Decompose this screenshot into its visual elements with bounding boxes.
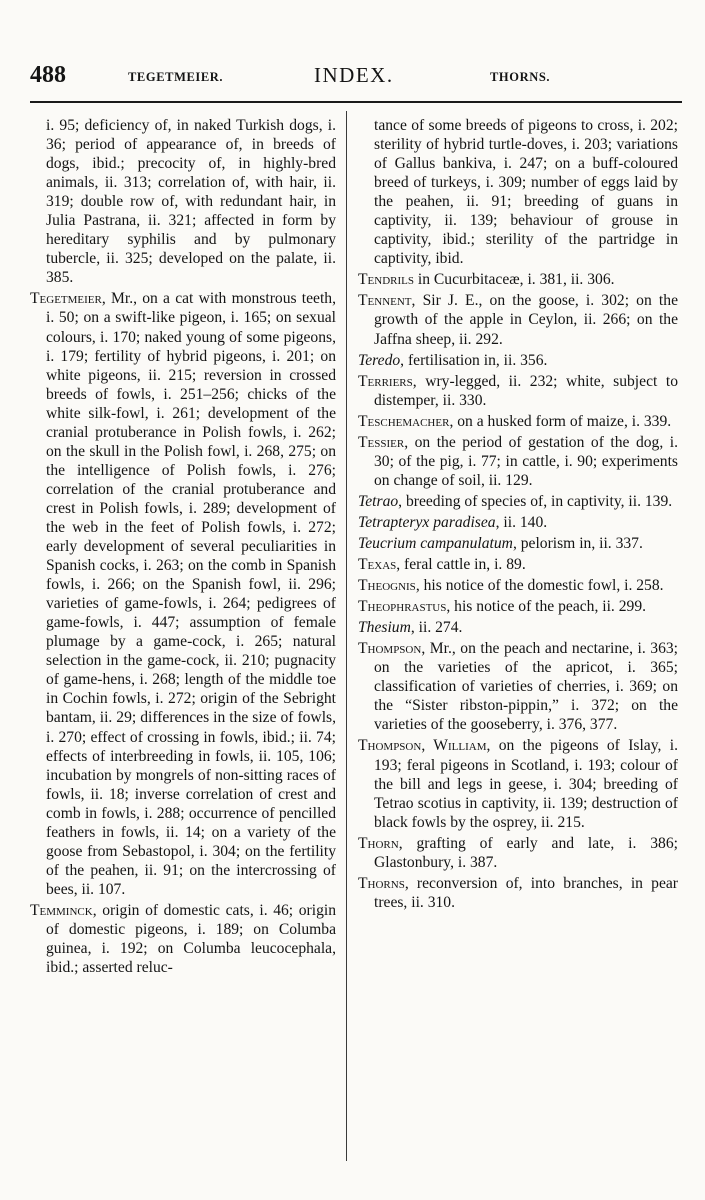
right-running-head: THORNS. [490, 70, 551, 84]
index-entry: i. 95; deficiency of, in naked Turkish dogs, i. 36; period of appearance of, in breeds of dogs, ibid.; precocity of, in highly-bred animals, ii. 313; correlation of, with hair, ii. 319; double row of, with redundant hair, in Julia Pastrana, ii. 321; affected in form by hereditary syphilis and by pulmonary tubercle, ii. 325; developed on the palate, ii. 385. [46, 117, 336, 287]
right-column [358, 116, 678, 914]
index-entry: tance of some breeds of pigeons to cross, i. 202; sterility of hybrid turtle-doves, i. 203; variations of Gallus bankiva, i. 247; on a buff-coloured breed of turkeys, i. 309; number of eggs laid by the peahen, ii. 91; breeding of guans in captivity, ii. 139; behaviour of grouse in captivity, ibid.; sterility of the partridge in captivity, ibid. [374, 117, 678, 268]
index-entry: Temminck, origin of domestic cats, i. 46; origin of domestic pigeons, i. 189; on Columba guinea, i. 192; on Columba leucocephala, ibid.; asserted reluc- [30, 901, 336, 977]
header-rule [30, 101, 682, 103]
index-entry: Theophrastus, his notice of the peach, ii. 299. [358, 598, 647, 616]
index-entry: Teschemacher, on a husked form of maize, i. 339. [358, 412, 672, 430]
page-number: 488 [30, 62, 66, 88]
index-entry: Tetrao, breeding of species of, in captivity, ii. 139. [358, 492, 673, 510]
index-entry: Tetrapteryx paradisea, ii. 140. [358, 513, 548, 531]
index-entry: Theognis, his notice of the domestic fowl, i. 258. [358, 577, 664, 595]
index-entry: Tendrils in Cucurbitaceæ, i. 381, ii. 306. [358, 271, 615, 289]
page-title: INDEX. [314, 63, 394, 87]
index-entry: Terriers, wry-legged, ii. 232; white, subject to distemper, ii. 330. [358, 372, 678, 409]
index-entry: Tennent, Sir J. E., on the goose, i. 302; on the growth of the apple in Ceylon, ii. 266; on the Jaffna sheep, ii. 292. [358, 292, 678, 348]
index-entry: Texas, feral cattle in, i. 89. [358, 556, 526, 574]
index-entry: Thesium, ii. 274. [358, 619, 463, 637]
index-entry: Teucrium campanulatum, pelorism in, ii. 337. [358, 534, 643, 552]
left-column [30, 116, 336, 979]
index-entry: Thompson, William, on the pigeons of Islay, i. 193; feral pigeons in Scotland, i. 193; colour of the bill and legs in geese, i. 304; breeding of Tetrao scotius in captivity, ii. 139; destruction of black fowls by the osprey, ii. 215. [358, 737, 678, 831]
index-entry: Teredo, fertilisation in, ii. 356. [358, 351, 548, 369]
left-running-head: TEGETMEIER. [128, 70, 224, 84]
index-entry: Thorn, grafting of early and late, i. 386; Glastonbury, i. 387. [358, 834, 678, 871]
index-entry: Tegetmeier, Mr., on a cat with monstrous teeth, i. 50; on a swift-like pigeon, i. 165; on sexual colours, i. 170; naked young of some pigeons, i. 179; fertility of hybrid pigeons, i. 201; on white pigeons, ii. 215; reversion in crossed breeds of fowls, i. 251–256; chicks of the white silk-fowl, i. 261; development of the cranial protuberance in Polish fowls, i. 262; on the skull in the Polish fowl, i. 268, 275; on the intelligence of Polish fowls, i. 276; correlation of the cranial protuberance and crest in Polish fowls, i. 289; development of the web in the feet of Polish fowls, i. 272; early development of several peculiarities in Spanish cocks, i. 263; on the comb in Spanish fowls, i. 266; on the Spanish fowl, ii. 296; varieties of game-fowls, i. 264; pedigrees of game-fowls, i. 447; assumption of female plumage by a game-cock, i. 265; natural selection in the game-cock, ii. 210; pugnacity of game-hens, i. 268; length of the middle toe in Cochin fowls, i. 272; origin of the Sebright bantam, ii. 29; differences in the size of fowls, i. 270; effect of crossing in fowls, ibid.; ii. 74; effects of interbreeding in fowls, ii. 105, 106; incubation by mongrels of non-sitting races of fowls, ii. 18; inverse correlation of crest and comb in fowls, i. 288; occurrence of pencilled feathers in fowls, ii. 14; on a variety of the goose from Sebastopol, i. 304; on the fertility of the peahen, ii. 91; on the intercrossing of bees, ii. 107. [30, 290, 336, 898]
index-entry: Tessier, on the period of gestation of the dog, i. 30; of the pig, i. 77; in cattle, i. 90; experiments on change of soil, ii. 129. [358, 433, 678, 489]
running-header [30, 62, 680, 92]
index-entry: Thorns, reconversion of, into branches, in pear trees, ii. 310. [358, 874, 678, 911]
index-entry: Thompson, Mr., on the peach and nectarine, i. 363; on the varieties of the apricot, i. 365; classification of varieties of cherries, i. 369; on the “Sister ribston-pippin,” i. 372; on the varieties of the gooseberry, i. 376, 377. [358, 640, 678, 734]
column-divider [346, 111, 347, 1161]
